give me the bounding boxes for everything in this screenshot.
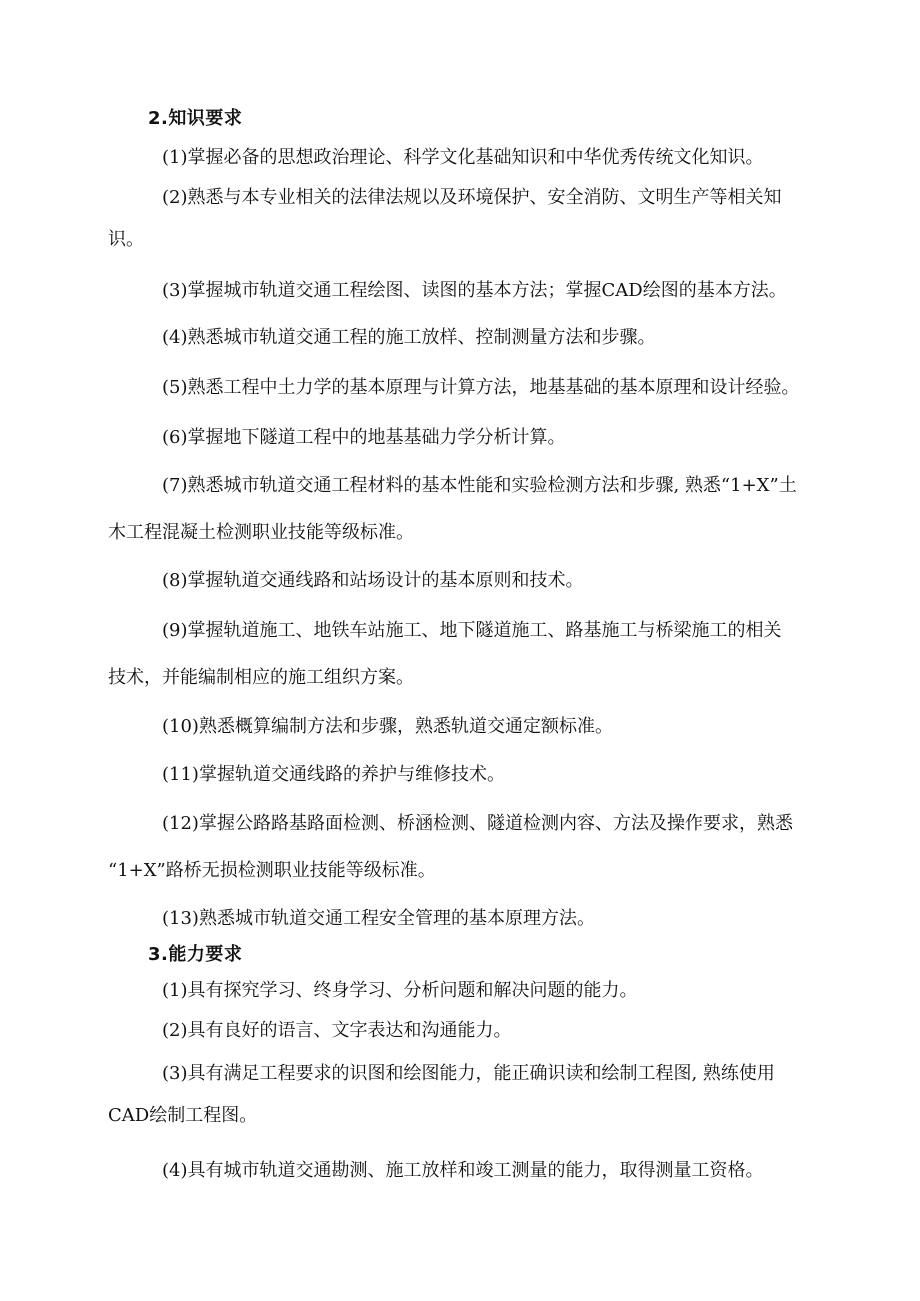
knowledge-item-2-cont: 识。 [108, 229, 144, 250]
knowledge-item-9: (9)掌握轨道施工、地铁车站施工、地下隧道施工、路基施工与桥梁施工的相关 [162, 620, 782, 641]
knowledge-item-12-cont: “1+X”路桥无损检测职业技能等级标准。 [108, 860, 436, 881]
knowledge-item-10: (10)熟悉概算编制方法和步骤，熟悉轨道交通定额标准。 [162, 716, 613, 737]
knowledge-item-5: (5)熟悉工程中土力学的基本原理与计算方法，地基基础的基本原理和设计经验。 [162, 377, 800, 398]
knowledge-item-7-cont: 木工程混凝土检测职业技能等级标准。 [108, 522, 414, 543]
ability-item-2: (2)具有良好的语言、文字表达和沟通能力。 [162, 1020, 512, 1041]
knowledge-item-9-cont: 技术，并能编制相应的施工组织方案。 [108, 667, 414, 688]
knowledge-item-1: (1)掌握必备的思想政治理论、科学文化基础知识和中华优秀传统文化知识。 [162, 147, 764, 168]
ability-item-3: (3)具有满足工程要求的识图和绘图能力，能正确识读和绘制工程图, 熟练使用 [162, 1063, 775, 1084]
ability-item-1: (1)具有探究学习、终身学习、分析问题和解决问题的能力。 [162, 980, 638, 1001]
knowledge-item-6: (6)掌握地下隧道工程中的地基基础力学分析计算。 [162, 427, 566, 448]
knowledge-item-3: (3)掌握城市轨道交通工程绘图、读图的基本方法；掌握CAD绘图的基本方法。 [162, 280, 787, 301]
knowledge-item-12: (12)掌握公路路基路面检测、桥涵检测、隧道检测内容、方法及操作要求，熟悉 [162, 813, 793, 834]
ability-item-4: (4)具有城市轨道交通勘测、施工放样和竣工测量的能力，取得测量工资格。 [162, 1160, 764, 1181]
section-heading-ability: 3.能力要求 [148, 944, 243, 965]
knowledge-item-4: (4)熟悉城市轨道交通工程的施工放样、控制测量方法和步骤。 [162, 327, 656, 348]
knowledge-item-7: (7)熟悉城市轨道交通工程材料的基本性能和实验检测方法和步骤, 熟悉“1+X”土 [162, 475, 797, 496]
knowledge-item-11: (11)掌握轨道交通线路的养护与维修技术。 [162, 764, 505, 785]
knowledge-item-2: (2)熟悉与本专业相关的法律法规以及环境保护、安全消防、文明生产等相关知 [162, 187, 782, 208]
knowledge-item-8: (8)掌握轨道交通线路和站场设计的基本原则和技术。 [162, 570, 584, 591]
ability-item-3-cont: CAD绘制工程图。 [108, 1105, 258, 1126]
knowledge-item-13: (13)熟悉城市轨道交通工程安全管理的基本原理方法。 [162, 908, 595, 929]
section-heading-knowledge: 2.知识要求 [148, 108, 243, 129]
